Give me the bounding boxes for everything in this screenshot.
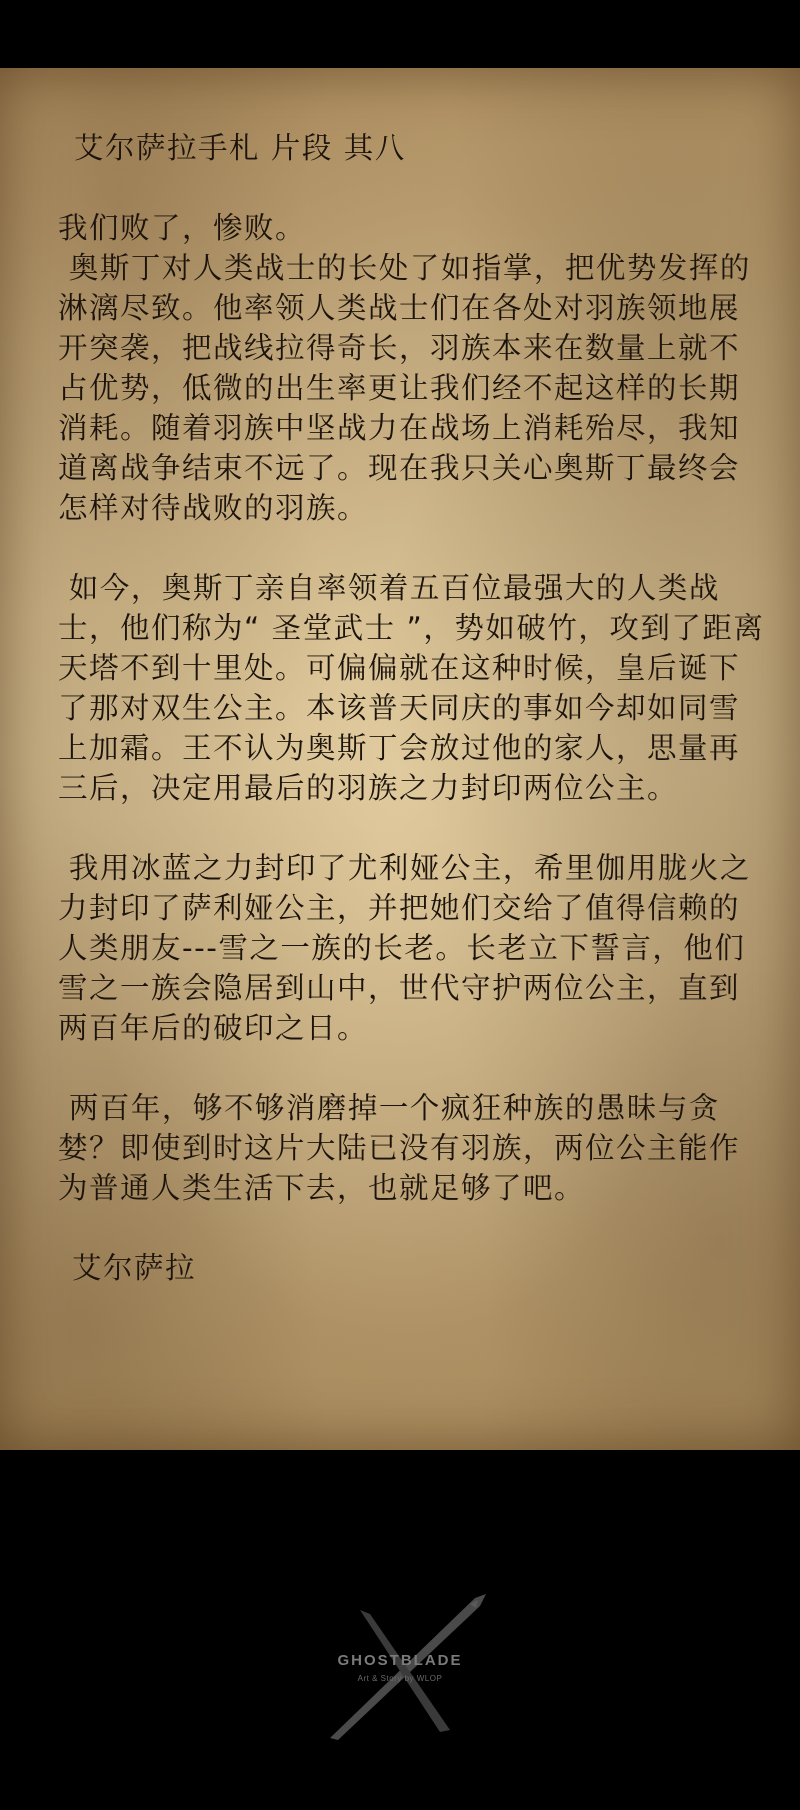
top-black-band [0,0,800,68]
letter-title: 艾尔萨拉手札 片段 其八 [74,131,406,165]
parchment-page [0,68,800,1450]
crossed-blades-icon [300,1590,500,1750]
letter-paragraph-2: 如今，奥斯丁亲自率领着五百位最强大的人类战士，他们称为“ 圣堂武士 ”，势如破竹，攻到了距离天塔不到十里处。可偏偏就在这种时候，皇后诞下了那对双生公主。本该普天同庆的事如今却如同雪上加霜。王不认为奥斯丁会放过他的家人，思量再三后，决定用最后的羽族之力封印两位公主。 [58,571,765,805]
letter-paragraph-4: 两百年，够不够消磨掉一个疯狂种族的愚昧与贪婪？即使到时这片大陆已没有羽族，两位公主能作为普通人类生活下去，也就足够了吧。 [58,1091,741,1205]
letter-body [58,128,766,1288]
ghostblade-logo [300,1590,500,1750]
letter-signature: 艾尔萨拉 [72,1251,197,1285]
letter-paragraph-3: 我用冰蓝之力封印了尤利娅公主，希里伽用胧火之力封印了萨利娅公主，并把她们交给了值得信赖的人类朋友---雪之一族的长老。长老立下誓言，他们雪之一族会隐居到山中，世代守护两位公主，直到两百年后的破印之日。 [58,851,751,1045]
logo-subtitle: Art & Story by WLOP [357,1674,443,1683]
letter-paragraph-1: 我们败了，惨败。 奥斯丁对人类战士的长处了如指掌，把优势发挥的淋漓尽致。他率领人类战士们在各处对羽族领地展开突袭，把战线拉得奇长，羽族本来在数量上就不占优势，低微的出生率更让我们经不起这样的长期消耗。随着羽族中坚战力在战场上消耗殆尽，我知道离战争结束不远了。现在我只关心奥斯丁最终会怎样对待战败的羽族。 [58,211,751,525]
logo-title: GHOSTBLADE [337,1652,463,1669]
